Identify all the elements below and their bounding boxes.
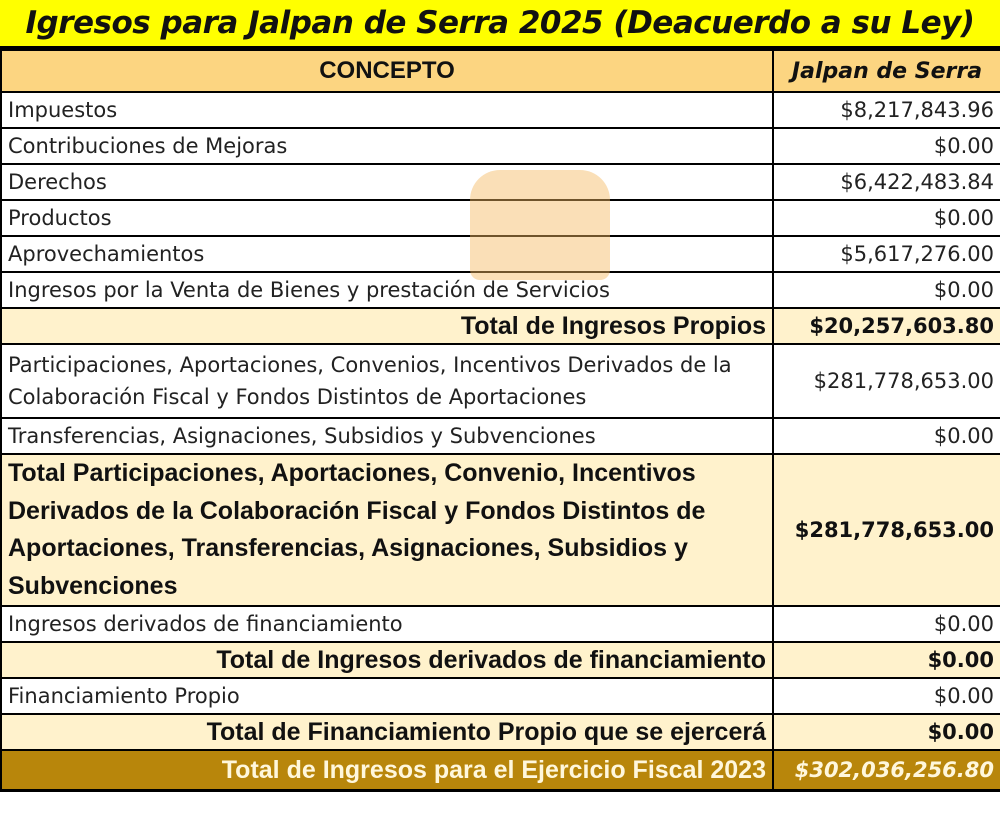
amount-cell: $0.00: [773, 714, 1000, 750]
table-title: Igresos para Jalpan de Serra 2025 (Deacuerdo a su Ley): [0, 0, 1000, 49]
table-row: [1, 236, 1000, 272]
concept-cell: Impuestos: [1, 92, 773, 128]
concept-cell: Financiamiento Propio: [1, 678, 773, 714]
header-concept: CONCEPTO: [1, 50, 773, 92]
total-row: [1, 714, 1000, 750]
concept-cell: Total de Ingresos derivados de financiamiento: [1, 642, 773, 678]
concept-cell: Total de Financiamiento Propio que se ejercerá: [1, 714, 773, 750]
amount-cell: $281,778,653.00: [773, 454, 1000, 606]
concept-cell: Ingresos derivados de financiamiento: [1, 606, 773, 642]
header-jalpan-de-serra: Jalpan de Serra: [773, 50, 1000, 92]
amount-cell: $20,257,603.80: [773, 308, 1000, 344]
total-row: [1, 454, 1000, 606]
table-row: [1, 418, 1000, 454]
table-row: [1, 344, 1000, 418]
amount-cell: $302,036,256.80: [773, 750, 1000, 791]
total-row: [1, 308, 1000, 344]
table-header-row: [1, 50, 1000, 92]
amount-cell: $6,422,483.84: [773, 164, 1000, 200]
table-row: [1, 92, 1000, 128]
table-row: [1, 164, 1000, 200]
table-row: [1, 128, 1000, 164]
concept-cell: Total de Ingresos para el Ejercicio Fiscal 2023: [1, 750, 773, 791]
concept-cell: Transferencias, Asignaciones, Subsidios y Subvenciones: [1, 418, 773, 454]
total-row: [1, 642, 1000, 678]
concept-cell: Total Participaciones, Aportaciones, Convenio, Incentivos Derivados de la Colaboración Fiscal y Fondos Distintos de Aportaciones, Transferencias, Asignaciones, Subsidios y Subvenciones: [1, 454, 773, 606]
concept-cell: Aprovechamientos: [1, 236, 773, 272]
amount-cell: $0.00: [773, 642, 1000, 678]
amount-cell: $281,778,653.00: [773, 344, 1000, 418]
amount-cell: $0.00: [773, 606, 1000, 642]
amount-cell: $0.00: [773, 678, 1000, 714]
income-table: [0, 49, 1000, 792]
amount-cell: $0.00: [773, 272, 1000, 308]
concept-cell: Productos: [1, 200, 773, 236]
concept-cell: Ingresos por la Venta de Bienes y prestación de Servicios: [1, 272, 773, 308]
concept-cell: Contribuciones de Mejoras: [1, 128, 773, 164]
concept-cell: Total de Ingresos Propios: [1, 308, 773, 344]
concept-cell: Participaciones, Aportaciones, Convenios, Incentivos Derivados de la Colaboración Fiscal y Fondos Distintos de Aportaciones: [1, 344, 773, 418]
concept-cell: Derechos: [1, 164, 773, 200]
table-row: [1, 678, 1000, 714]
amount-cell: $8,217,843.96: [773, 92, 1000, 128]
table-row: [1, 200, 1000, 236]
amount-cell: $0.00: [773, 128, 1000, 164]
table-row: [1, 272, 1000, 308]
amount-cell: $0.00: [773, 418, 1000, 454]
amount-cell: $5,617,276.00: [773, 236, 1000, 272]
grand-total-row: [1, 750, 1000, 791]
table-row: [1, 606, 1000, 642]
amount-cell: $0.00: [773, 200, 1000, 236]
